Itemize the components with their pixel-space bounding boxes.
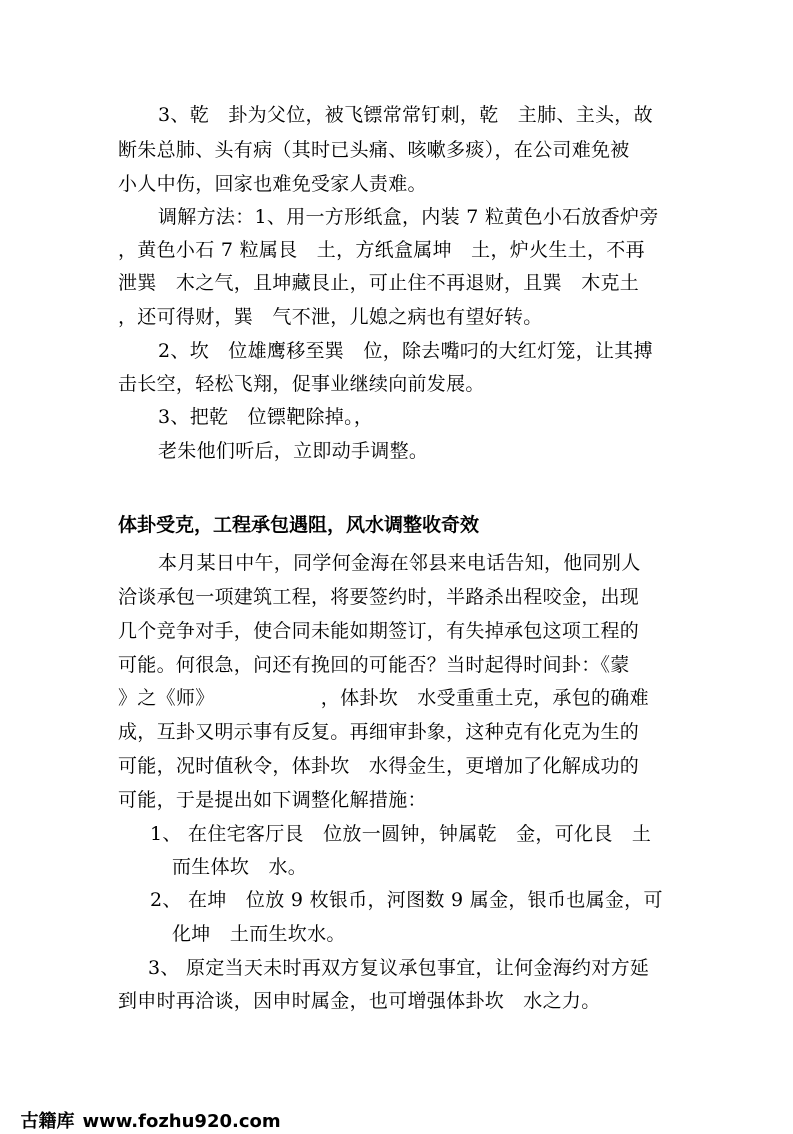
footer-brand: 古籍库	[20, 1111, 75, 1132]
paragraph-line: 可能。何很急，问还有挽回的可能否？当时起得时间卦：《蒙	[118, 654, 630, 676]
paragraph-line: 老朱他们听后，立即动手调整。	[158, 440, 429, 462]
list-item-continuation: 化坤 土而生坎水。	[172, 923, 346, 945]
paragraph-line: 本月某日中午，同学何金海在邻县来电话告知，他同别人	[158, 552, 641, 574]
paragraph-line: 击长空，轻松飞翔，促事业继续向前发展。	[118, 373, 485, 395]
footer-watermark	[8, 1086, 281, 1134]
list-item: 3、 原定当天未时再双方复议承包事宜，让何金海约对方延	[148, 957, 650, 979]
paragraph-line: ，还可得财，巽 气不泄，儿媳之病也有望好转。	[118, 306, 543, 328]
paragraph-line: ，黄色小石 7 粒属艮 土，方纸盒属坤 土，炉火生土，不再	[118, 239, 645, 261]
paragraph-line: 2、坎 位雄鹰移至巽 位，除去嘴叼的大红灯笼，让其搏	[158, 340, 653, 362]
paragraph-line: 小人中伤，回家也难免受家人责难。	[118, 173, 427, 195]
paragraph-line: 泄巽 木之气，且坤藏艮止，可止住不再退财，且巽 木克土	[118, 272, 640, 294]
paragraph-line: 3、乾 卦为父位，被飞镖常常钉刺，乾 主肺、主头，故	[158, 104, 653, 126]
paragraph-line: 断朱总肺、头有病（其时已头痛、咳嗽多痰），在公司难免被	[118, 139, 630, 161]
paragraph-line: 调解方法：1、用一方形纸盒，内装 7 粒黄色小石放香炉旁	[158, 206, 659, 228]
list-item-continuation: 到申时再洽谈，因申时属金，也可增强体卦坎 水之力。	[118, 990, 601, 1012]
paragraph-line: 可能，况时值秋令，体卦坎 水得金生，更增加了化解成功的	[118, 755, 640, 777]
paragraph-line: 成，互卦又明示事有反复。再细审卦象，这种克有化克为生的	[118, 721, 640, 743]
list-item-continuation: 而生体坎 水。	[172, 856, 308, 878]
section-heading: 体卦受克，工程承包遇阻，风水调整收奇效	[118, 514, 480, 536]
list-item: 2、 在坤 位放 9 枚银币，河图数 9 属金，银币也属金，可	[150, 889, 663, 911]
paragraph-line: 几个竞争对手，使合同未能如期签订，有失掉承包这项工程的	[118, 620, 640, 642]
paragraph-line: 》之《师》 ，体卦坎 水受重重土克，承包的确难	[118, 687, 649, 709]
footer-url[interactable]: www.fozhu920.com	[82, 1111, 281, 1132]
paragraph-line: 洽谈承包一项建筑工程，将要签约时，半路杀出程咬金，出现	[118, 586, 640, 608]
paragraph-line: 可能，于是提出如下调整化解措施：	[118, 789, 427, 811]
paragraph-line: 3、把乾 位镖靶除掉。，	[158, 406, 374, 428]
list-item: 1、 在住宅客厅艮 位放一圆钟，钟属乾 金，可化艮 土	[150, 823, 652, 845]
